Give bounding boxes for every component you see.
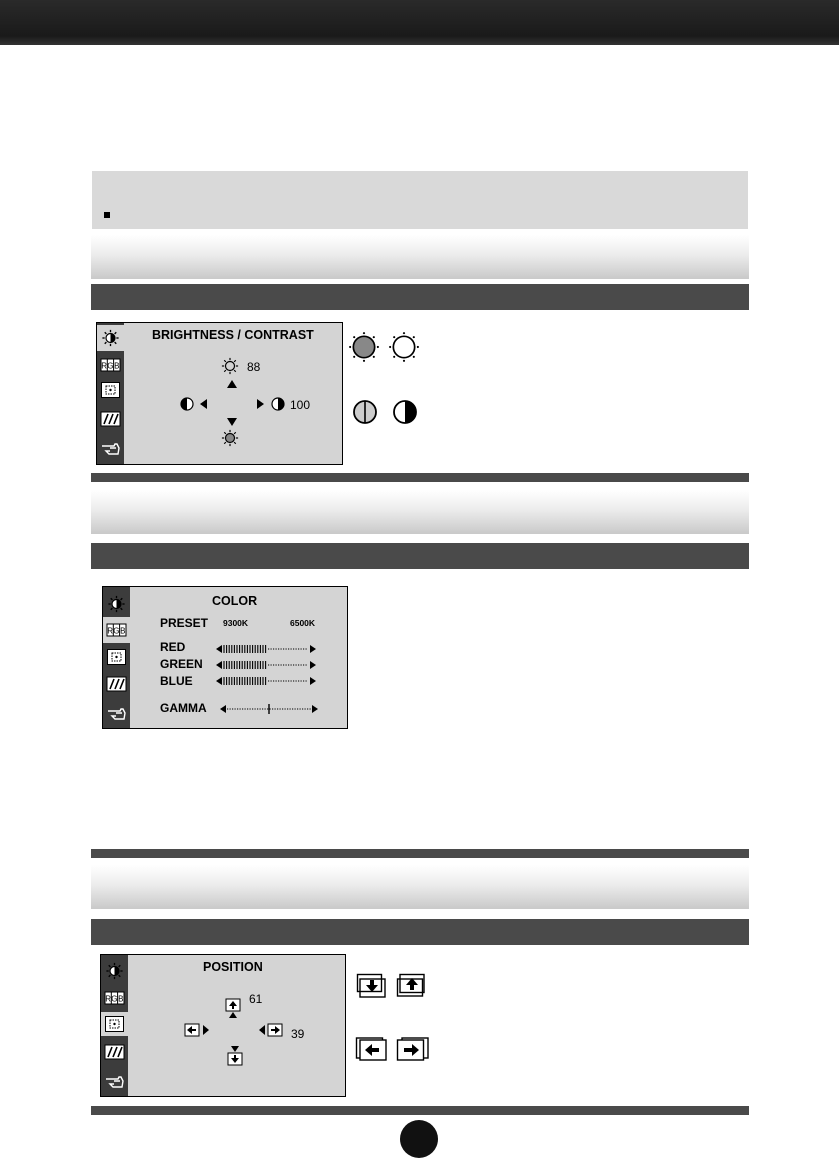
move-down-icon[interactable] <box>226 1045 244 1067</box>
osd-title: BRIGHTNESS / CONTRAST <box>152 328 314 342</box>
position-icon[interactable] <box>104 1015 125 1033</box>
preset-label: PRESET <box>160 616 209 630</box>
vertical-position-value: 61 <box>249 992 263 1006</box>
divider-bar <box>91 473 749 482</box>
section-bar-color <box>91 543 749 569</box>
move-right-icon <box>396 1036 430 1062</box>
section-heading-position <box>91 865 749 909</box>
position-icon[interactable] <box>106 648 127 666</box>
left-arrow-icon[interactable] <box>200 399 207 409</box>
top-header-bar <box>0 0 839 45</box>
up-arrow-icon[interactable] <box>227 380 237 388</box>
section-heading-brightness <box>91 235 749 279</box>
contrast-value: 100 <box>290 398 311 412</box>
brightness-value: 88 <box>247 360 261 374</box>
brightness-high-icon <box>388 331 420 363</box>
contrast-icon <box>270 396 286 412</box>
right-arrow-icon[interactable] <box>257 399 264 409</box>
blue-label: BLUE <box>160 674 193 688</box>
gamma-slider[interactable] <box>220 703 318 715</box>
brightness-low-icon <box>221 429 239 447</box>
section-bar-position <box>91 919 749 945</box>
tracking-icon[interactable] <box>104 1043 125 1061</box>
osd-menu-rail <box>97 323 124 464</box>
rgb-icon[interactable] <box>106 621 127 639</box>
rgb-icon[interactable] <box>104 989 125 1007</box>
down-arrow-icon[interactable] <box>227 418 237 426</box>
brightness-low-icon <box>348 331 380 363</box>
tracking-icon[interactable] <box>106 675 127 693</box>
tracking-icon[interactable] <box>100 410 121 428</box>
blue-slider[interactable] <box>216 676 316 686</box>
red-slider[interactable] <box>216 644 316 654</box>
green-slider[interactable] <box>216 660 316 670</box>
move-up-icon <box>396 973 428 999</box>
move-left-icon <box>355 1036 389 1062</box>
osd-brightness-contrast <box>96 322 343 465</box>
brightness-icon[interactable] <box>106 595 127 613</box>
move-left-icon[interactable] <box>184 1023 210 1039</box>
preset-option-6500k[interactable]: 6500K <box>290 618 316 628</box>
horizontal-position-value: 39 <box>291 1027 305 1041</box>
setup-hand-icon[interactable] <box>100 439 121 457</box>
preset-option-9300k[interactable]: 9300K <box>223 618 249 628</box>
divider-bar <box>91 1106 749 1115</box>
section-bar-brightness <box>91 284 749 310</box>
osd-title: COLOR <box>212 594 258 608</box>
gamma-label: GAMMA <box>160 701 207 715</box>
contrast-icon <box>179 396 195 412</box>
section-heading-color <box>91 490 749 534</box>
brightness-icon <box>221 357 239 375</box>
rgb-icon[interactable] <box>100 356 121 374</box>
position-icon[interactable] <box>100 381 121 399</box>
osd-position <box>100 954 346 1097</box>
red-label: RED <box>160 640 186 654</box>
note-bullet <box>104 212 110 218</box>
page-number-badge <box>400 1120 438 1158</box>
contrast-low-icon <box>350 397 380 427</box>
brightness-icon[interactable] <box>104 962 125 980</box>
move-down-icon <box>356 973 388 999</box>
osd-color <box>102 586 348 729</box>
setup-hand-icon[interactable] <box>104 1072 125 1090</box>
move-right-icon[interactable] <box>258 1023 284 1039</box>
green-label: GREEN <box>160 657 203 671</box>
brightness-icon[interactable] <box>100 329 121 347</box>
contrast-high-icon <box>390 397 420 427</box>
osd-title: POSITION <box>203 960 263 974</box>
divider-bar <box>91 849 749 858</box>
setup-hand-icon[interactable] <box>106 704 127 722</box>
move-up-icon[interactable] <box>224 997 242 1019</box>
osd-menu-rail <box>103 587 130 728</box>
note-box <box>92 171 748 229</box>
osd-menu-rail <box>101 955 128 1096</box>
